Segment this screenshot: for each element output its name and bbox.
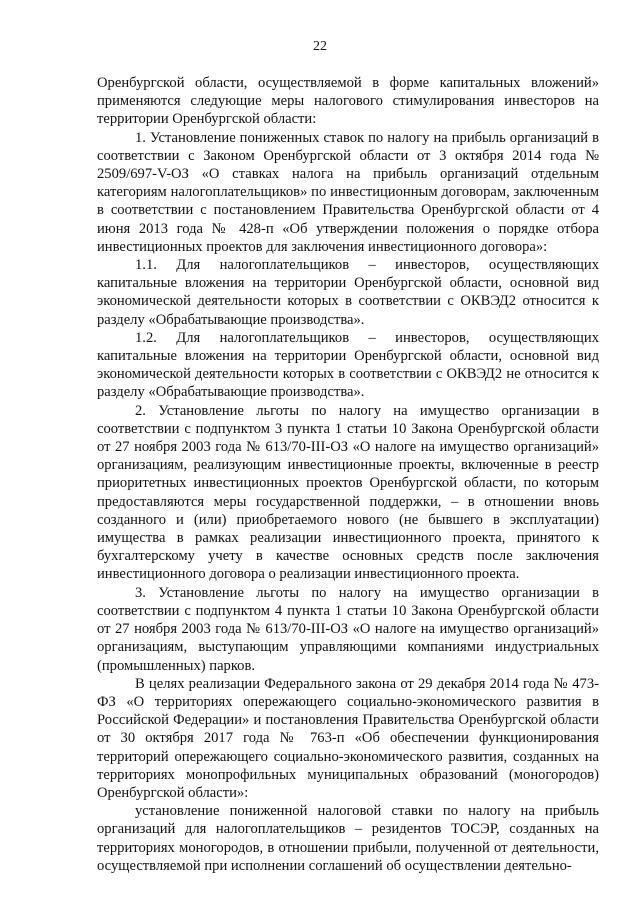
paragraph-continuation: Оренбургской области, осуществляемой в форме капитальных вложений» применяются следующие меры налогового стимулирования инвесторов на территории Оренбургской области:	[97, 75, 599, 128]
body-text	[97, 74, 599, 875]
paragraph-item-3: 3. Установление льготы по налогу на имущество организации в соответствии с подпунктом 4 пункта 1 статьи 10 Закона Оренбургской области от 27 ноября 2003 года № 613/70-III-ОЗ «О налоге на имущество организаций» организациям, выступающим управляющими компаниями индустриальных (промышленных) парков.	[97, 584, 599, 674]
paragraph-item-2: 2. Установление льготы по налогу на имущество организации в соответствии с подпунктом 3 пункта 1 статьи 10 Закона Оренбургской области от 27 ноября 2003 года № 613/70-III-ОЗ «О налоге на имущество организаций» организациям, реализующим инвестиционные проекты, включенные в реестр приоритетных инвестиционных проектов Оренбургской области, по которым предоставляются меры государственной поддержки, – в отношении вновь созданного и (или) приобретаемого нового (не бывшего в эксплуатации) имущества в рамках реализации инвестиционного проекта, принятого к бухгалтерскому учету в качестве основных средств после заключения инвестиционного договора о реализации инвестиционного проекта.	[97, 402, 599, 583]
paragraph-tosеr-measure: установление пониженной налоговой ставки по налогу на прибыль организаций для налогоплательщиков – резидентов ТОСЭР, созданных на территориях моногородов, в отношении прибыли, полученной от деятельности, осуществляемой при исполнении соглашений об осуществлении деятельно-	[97, 803, 599, 874]
page-number: 22	[313, 39, 327, 54]
paragraph-item-1-2: 1.2. Для налогоплательщиков – инвесторов, осуществляющих капитальные вложения на территории Оренбургской области, основной вид экономической деятельности которых в соответствии с ОКВЭД2 не относится к разделу «Обрабатывающие производства».	[97, 329, 599, 401]
paragraph-item-1: 1. Установление пониженных ставок по налогу на прибыль организаций в соответствии с Законом Оренбургской области от 3 октября 2014 года № 2509/697-V-ОЗ «О ставках налога на прибыль организаций отдельным категориям налогоплательщиков» по инвестиционным договорам, заключенным в соответствии с постановлением Правительства Оренбургской области от 4 июня 2013 года № 428-п «Об утверждении положения о порядке отбора инвестиционных проектов для заключения инвестиционного договора»:	[97, 129, 599, 255]
paragraph-tosеr-intro: В целях реализации Федерального закона от 29 декабря 2014 года № 473-ФЗ «О территориях опережающего социально-экономического развития в Российской Федерации» и постановления Правительства Оренбургской области от 30 октября 2017 года № 763-п «Об обеспечении функционирования территорий опережающего социально-экономического развития, созданных на территориях монопрофильных муниципальных образований (моногородов) Оренбургской области»:	[97, 675, 599, 801]
paragraph-item-1-1: 1.1. Для налогоплательщиков – инвесторов, осуществляющих капитальные вложения на территории Оренбургской области, основной вид экономической деятельности которых в соответствии с ОКВЭД2 относится к разделу «Обрабатывающие производства».	[97, 257, 599, 328]
